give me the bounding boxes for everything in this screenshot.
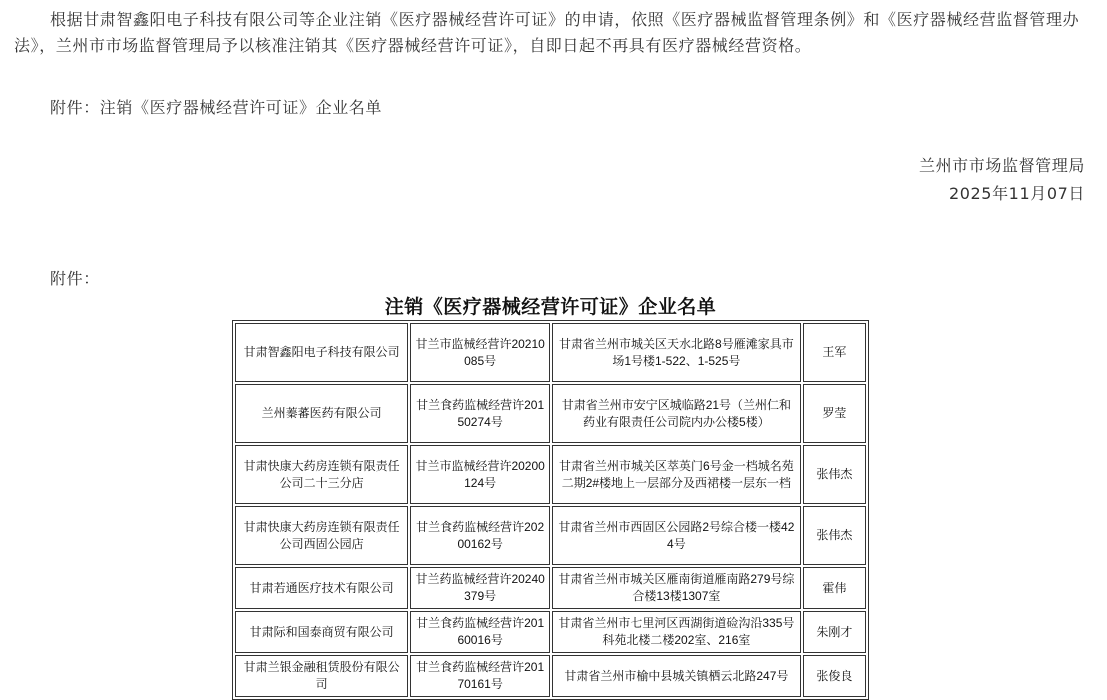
person-cell: 张俊良 bbox=[803, 655, 866, 697]
license-number-cell: 甘兰市监械经营许20200124号 bbox=[410, 445, 550, 504]
address-cell: 甘肃省兰州市城关区雁南街道雁南路279号综合楼13楼1307室 bbox=[552, 567, 801, 609]
license-number-cell: 甘兰食药监械经营许20170161号 bbox=[410, 655, 550, 697]
license-number-cell: 甘兰食药监械经营许20160016号 bbox=[410, 611, 550, 653]
license-number-cell: 甘兰食药监械经营许20200162号 bbox=[410, 506, 550, 565]
company-name-cell: 甘肃智鑫阳电子科技有限公司 bbox=[235, 323, 408, 382]
person-cell: 罗莹 bbox=[803, 384, 866, 443]
attachment-label: 附件： bbox=[50, 269, 100, 288]
table-row bbox=[235, 506, 866, 565]
company-list-table bbox=[232, 320, 869, 700]
company-name-cell: 甘肃若通医疗技术有限公司 bbox=[235, 567, 408, 609]
person-cell: 霍伟 bbox=[803, 567, 866, 609]
table-row bbox=[235, 567, 866, 609]
company-name-cell: 甘肃兰银金融租赁股份有限公司 bbox=[235, 655, 408, 697]
table-title: 注销《医疗器械经营许可证》企业名单 bbox=[384, 296, 717, 318]
table-row bbox=[235, 445, 866, 504]
address-cell: 甘肃省兰州市七里河区西湖街道硷沟沿335号科苑北楼二楼202室、216室 bbox=[552, 611, 801, 653]
company-name-cell: 甘肃快康大药房连锁有限责任公司西固公园店 bbox=[235, 506, 408, 565]
company-name-cell: 甘肃快康大药房连锁有限责任公司二十三分店 bbox=[235, 445, 408, 504]
license-number-cell: 甘兰药监械经营许20240379号 bbox=[410, 567, 550, 609]
table-row bbox=[235, 384, 866, 443]
issue-date: 2025年11月07日 bbox=[948, 184, 1085, 203]
person-cell: 朱刚才 bbox=[803, 611, 866, 653]
person-cell: 张伟杰 bbox=[803, 506, 866, 565]
address-cell: 甘肃省兰州市安宁区城临路21号（兰州仁和药业有限责任公司院内办公楼5楼） bbox=[552, 384, 801, 443]
address-cell: 甘肃省兰州市城关区萃英门6号金一档城名苑二期2#楼地上一层部分及西裙楼一层东一档 bbox=[552, 445, 801, 504]
address-cell: 甘肃省兰州市西固区公园路2号综合楼一楼424号 bbox=[552, 506, 801, 565]
license-number-cell: 甘兰市监械经营许20210085号 bbox=[410, 323, 550, 382]
company-name-cell: 甘肃际和国泰商贸有限公司 bbox=[235, 611, 408, 653]
person-cell: 张伟杰 bbox=[803, 445, 866, 504]
notice-paragraph: 根据甘肃智鑫阳电子科技有限公司等企业注销《医疗器械经营许可证》的申请，依照《医疗器械监督管理条例》和《医疗器械经营监督管理办法》，兰州市市场监督管理局予以核准注销其《医疗器械经营许可证》，自即日起不再具有医疗器械经营资格。 bbox=[14, 10, 1080, 55]
table-row bbox=[235, 611, 866, 653]
issuer-name: 兰州市市场监督管理局 bbox=[918, 156, 1085, 175]
attachment-reference: 附件：注销《医疗器械经营许可证》企业名单 bbox=[50, 98, 383, 117]
address-cell: 甘肃省兰州市城关区天水北路8号雁滩家具市场1号楼1-522、1-525号 bbox=[552, 323, 801, 382]
license-number-cell: 甘兰食药监械经营许20150274号 bbox=[410, 384, 550, 443]
address-cell: 甘肃省兰州市榆中县城关镇栖云北路247号 bbox=[552, 655, 801, 697]
table-row bbox=[235, 323, 866, 382]
company-name-cell: 兰州蓁蕃医药有限公司 bbox=[235, 384, 408, 443]
table-row bbox=[235, 655, 866, 697]
person-cell: 王军 bbox=[803, 323, 866, 382]
